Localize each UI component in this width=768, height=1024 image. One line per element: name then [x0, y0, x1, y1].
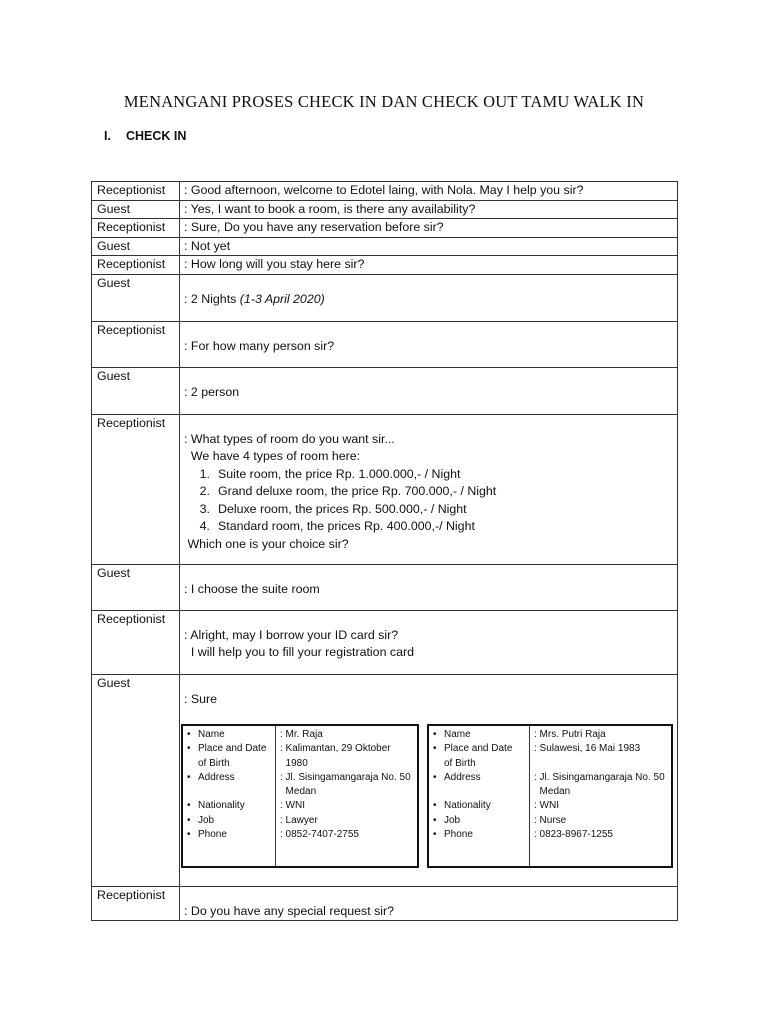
field-value: Medan	[534, 786, 571, 798]
dialog-cell: : Yes, I want to book a room, is there any availability?	[180, 200, 678, 219]
dialog-cell: : 2 person	[180, 367, 678, 414]
dialog-cell: : Do you have any special request sir?	[180, 886, 678, 921]
field-label: • Place and Date	[433, 743, 513, 755]
section-label: CHECK IN	[126, 129, 187, 143]
field-value: : 0823-8967-1255	[534, 829, 613, 841]
speaker-cell: Receptionist	[92, 321, 180, 367]
table-row	[92, 200, 678, 219]
table-row	[92, 367, 678, 414]
registration-cards	[181, 724, 673, 868]
field-labels	[429, 726, 529, 866]
speaker-cell: Guest	[92, 274, 180, 321]
speaker-cell: Receptionist	[92, 256, 180, 275]
field-label: • Address	[433, 771, 481, 783]
dialog-cell	[180, 414, 678, 564]
speaker-cell: Guest	[92, 564, 180, 610]
field-label: • Nationality	[433, 800, 491, 812]
dialog-text: : 2 Nights	[184, 291, 240, 306]
field-label: • Job	[433, 814, 461, 826]
dialog-cell	[180, 610, 678, 674]
table-row	[92, 256, 678, 275]
field-value: : Lawyer	[280, 814, 318, 826]
field-value: : 0852-7407-2755	[280, 829, 359, 841]
field-label: • Nationality	[187, 800, 245, 812]
room-option: 1. Suite room, the price Rp. 1.000.000,- / Night	[199, 466, 461, 481]
field-values	[529, 726, 671, 866]
field-value: Medan	[280, 786, 317, 798]
dialog-cell: : Sure, Do you have any reservation before sir?	[180, 219, 678, 238]
field-values	[275, 726, 417, 866]
field-label: • Name	[187, 729, 225, 740]
dialog-table	[91, 181, 678, 921]
field-value: : Jl. Sisingamangaraja No. 50	[534, 771, 665, 783]
dialog-line: I will help you to fill your registration card	[184, 645, 415, 659]
speaker-cell: Receptionist	[92, 182, 180, 201]
dialog-date: (1-3 April 2020)	[239, 291, 325, 306]
field-value: : Nurse	[534, 814, 567, 826]
dialog-cell	[180, 674, 678, 886]
field-label: of Birth	[198, 757, 230, 769]
field-value: : WNI	[280, 800, 305, 812]
table-row	[92, 237, 678, 256]
section-number: I.	[104, 129, 111, 143]
table-row	[92, 182, 678, 201]
field-label: • Address	[187, 771, 235, 783]
table-row	[92, 674, 678, 886]
dialog-cell: : Not yet	[180, 237, 678, 256]
table-row	[92, 886, 678, 921]
table-row	[92, 610, 678, 674]
dialog-cell: : I choose the suite room	[180, 564, 678, 610]
speaker-cell: Receptionist	[92, 414, 180, 564]
speaker-cell: Guest	[92, 367, 180, 414]
field-label: • Phone	[433, 829, 473, 841]
field-value: : Mr. Raja	[280, 729, 323, 740]
field-value: 1980	[280, 757, 308, 769]
table-row	[92, 219, 678, 238]
page-title: MENANGANI PROSES CHECK IN DAN CHECK OUT TAMU WALK IN	[123, 92, 645, 111]
field-value: : Kalimantan, 29 Oktober	[280, 743, 391, 755]
field-label: • Job	[187, 814, 215, 826]
registration-card	[181, 724, 419, 868]
table-row	[92, 321, 678, 367]
room-option: 2. Grand deluxe room, the price Rp. 700.000,- / Night	[199, 484, 497, 498]
speaker-cell: Guest	[92, 674, 180, 886]
field-label: • Phone	[187, 829, 227, 841]
field-value: : WNI	[534, 800, 559, 812]
dialog-line: : What types of room do you want sir...	[184, 431, 395, 446]
dialog-cell: : For how many person sir?	[180, 321, 678, 367]
dialog-cell: : How long will you stay here sir?	[180, 256, 678, 275]
dialog-cell: : Good afternoon, welcome to Edotel laing, with Nola. May I help you sir?	[180, 182, 678, 201]
table-row	[92, 414, 678, 564]
section-heading	[104, 129, 186, 143]
room-option: 4. Standard room, the prices Rp. 400.000,-/ Night	[199, 519, 475, 533]
field-labels	[183, 726, 275, 866]
field-value: : Sulawesi, 16 Mai 1983	[534, 743, 641, 755]
table-row	[92, 274, 678, 321]
field-label: • Place and Date	[187, 743, 267, 755]
dialog-line: : Sure	[184, 691, 218, 706]
field-label: of Birth	[444, 757, 476, 769]
dialog-line: We have 4 types of room here:	[184, 449, 361, 463]
registration-card	[427, 724, 673, 868]
table-row	[92, 564, 678, 610]
field-value: : Mrs. Putri Raja	[534, 729, 606, 740]
field-label: • Name	[433, 729, 471, 740]
speaker-cell: Guest	[92, 237, 180, 256]
dialog-line: Which one is your choice sir?	[184, 536, 349, 551]
speaker-cell: Receptionist	[92, 886, 180, 921]
speaker-cell: Guest	[92, 200, 180, 219]
speaker-cell: Receptionist	[92, 219, 180, 238]
dialog-cell	[180, 274, 678, 321]
dialog-line: : Alright, may I borrow your ID card sir?	[184, 627, 399, 642]
field-value: : Jl. Sisingamangaraja No. 50	[280, 771, 411, 783]
speaker-cell: Receptionist	[92, 610, 180, 674]
room-option: 3. Deluxe room, the prices Rp. 500.000,- / Night	[199, 501, 467, 516]
